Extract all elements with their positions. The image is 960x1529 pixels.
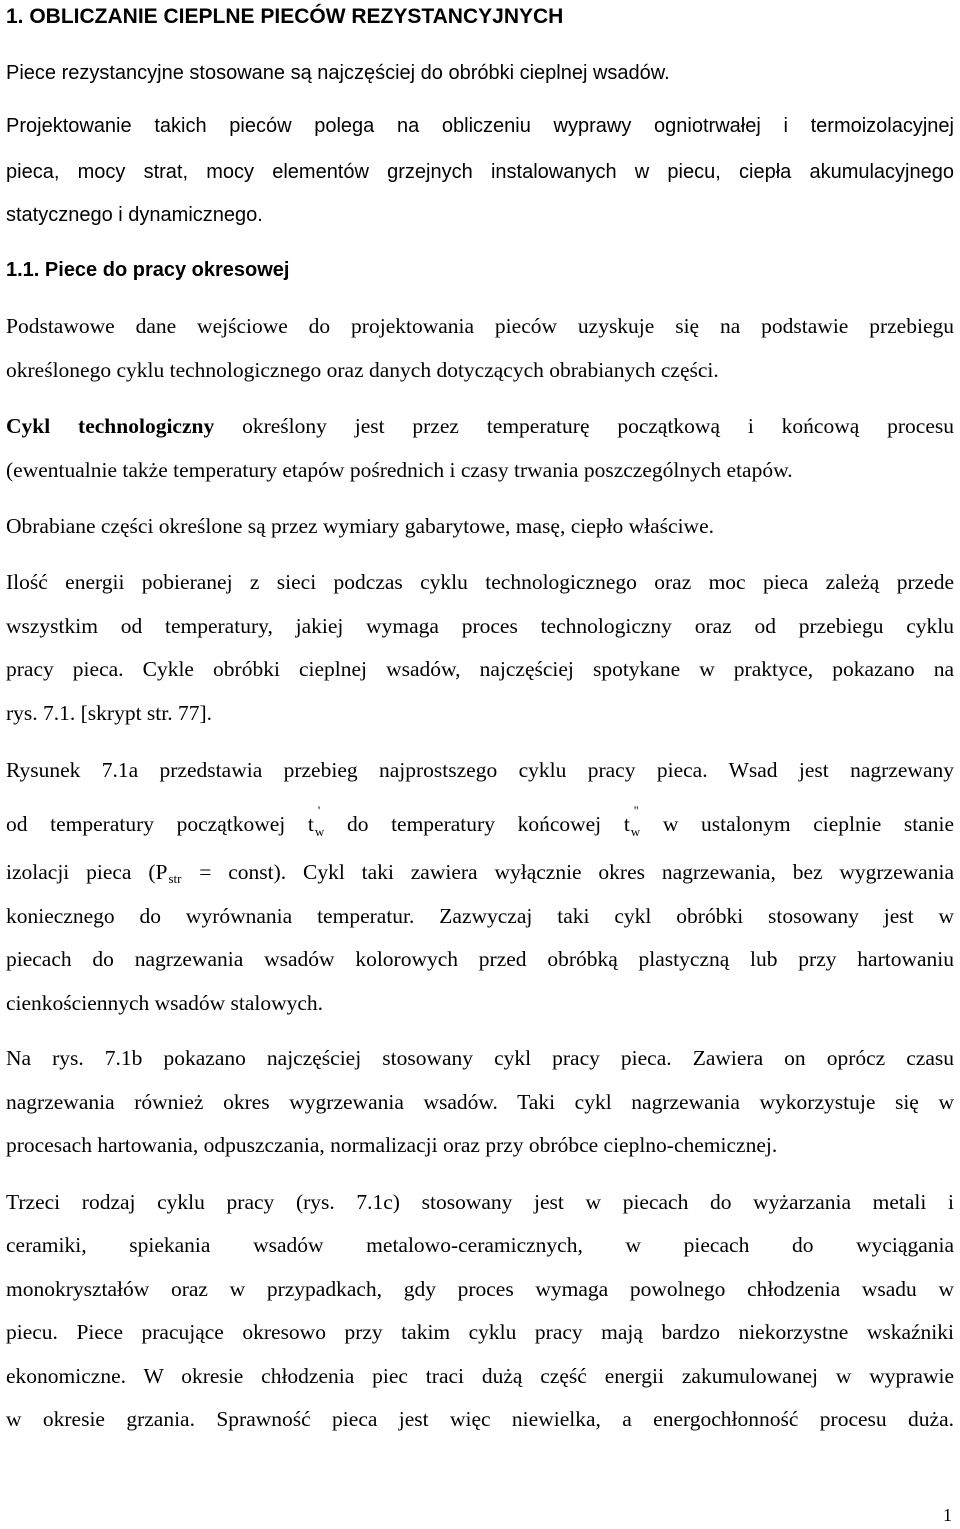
p4-line-3: pracy pieca. Cykle obróbki cieplnej wsadów, najczęściej spotykane w praktyce, pokazano na <box>6 657 954 681</box>
p5-line-1: Rysunek 7.1a przedstawia przebieg najprostszego cyklu pracy pieca. Wsad jest nagrzewany <box>6 758 954 782</box>
p5-line-2 <box>6 803 955 839</box>
intro-line-2: Projektowanie takich pieców polega na obliczeniu wyprawy ogniotrwałej i termoizolacyjnej <box>6 115 954 137</box>
p2-line-1 <box>6 416 954 438</box>
intro-line-4: statycznego i dynamicznego. <box>6 204 263 226</box>
p4-line-4: rys. 7.1. [skrypt str. 77]. <box>6 701 213 725</box>
prime-mark: ' <box>317 803 321 818</box>
temp-final-symbol <box>623 803 641 839</box>
p6-line-3: procesach hartowania, odpuszczania, normalizacji oraz przy obróbce cieplno-chemicznej. <box>6 1133 778 1157</box>
p6-line-1: Na rys. 7.1b pokazano najczęściej stosowany cykl pracy pieca. Zawiera on oprócz czasu <box>6 1046 954 1070</box>
bold-term: Cykl technologiczny <box>6 414 215 438</box>
p2-line-2: (ewentualnie także temperatury etapów pośrednich i czasy trwania poszczególnych etapów. <box>6 458 793 482</box>
p5-line-3-a: izolacji pieca (P <box>6 860 168 884</box>
t-subscript: w <box>314 824 325 839</box>
p5-text-b: do temperatury końcowej <box>346 812 602 836</box>
chapter-heading: 1. OBLICZANIE CIEPLNE PIECÓW REZYSTANCYJNYCH <box>6 5 564 28</box>
p5-line-3-b: = const). Cykl taki zawiera wyłącznie okres nagrzewania, bez wygrzewania <box>182 860 954 884</box>
p7-line-1: Trzeci rodzaj cyklu pracy (rys. 7.1c) stosowany jest w piecach do wyżarzania metali i <box>6 1190 954 1214</box>
p5-line-5: piecach do nagrzewania wsadów kolorowych przed obróbką plastyczną lub przy hartowaniu <box>6 947 954 971</box>
p1-line-2: określonego cyklu technologicznego oraz danych dotyczących obrabianych części. <box>6 358 719 382</box>
p-subscript: str <box>168 871 182 886</box>
p7-line-3: monokryształów oraz w przypadkach, gdy proces wymaga powolnego chłodzenia wsadu w <box>6 1277 954 1301</box>
temp-initial-symbol <box>307 803 325 839</box>
p5-line-4: koniecznego do wyrównania temperatur. Zazwyczaj taki cykl obróbki stosowany jest w <box>6 904 954 928</box>
intro-line-3: pieca, mocy strat, mocy elementów grzejnych instalowanych w piecu, ciepła akumulacyjnego <box>6 161 954 183</box>
p7-line-5: ekonomiczne. W okresie chłodzenia piec traci dużą część energii zakumulowanej w wyprawie <box>6 1364 954 1388</box>
p5-text-c: w ustalonym cieplnie stanie <box>662 812 955 836</box>
page-number: 1 <box>943 1505 952 1525</box>
p7-line-2: ceramiki, spiekania wsadów metalowo-ceramicznych, w piecach do wyciągania <box>6 1233 954 1257</box>
section-heading: 1.1. Piece do pracy okresowej <box>6 259 290 281</box>
p4-line-1: Ilość energii pobieranej z sieci podczas cyklu technologicznego oraz moc pieca zależą przede <box>6 570 954 594</box>
t-letter: t <box>307 812 314 836</box>
p5-line-3 <box>6 862 954 884</box>
p5-text-a: od temperatury początkowej <box>6 812 286 836</box>
p5-line-6: cienkościennych wsadów stalowych. <box>6 991 324 1015</box>
t-subscript: w <box>630 824 641 839</box>
p1-line-1: Podstawowe dane wejściowe do projektowania pieców uzyskuje się na podstawie przebiegu <box>6 314 954 338</box>
p2-line-1-rest: określony jest przez temperaturę początkową i końcową procesu <box>242 414 955 438</box>
double-prime-mark: '' <box>633 803 639 818</box>
p7-line-4: piecu. Piece pracujące okresowo przy takim cyklu pracy mają bardzo niekorzystne wskaźniki <box>6 1320 954 1344</box>
p4-line-2: wszystkim od temperatury, jakiej wymaga proces technologiczny oraz od przebiegu cyklu <box>6 614 954 638</box>
p3-line-1: Obrabiane części określone są przez wymiary gabarytowe, masę, ciepło właściwe. <box>6 514 714 538</box>
intro-line-1: Piece rezystancyjne stosowane są najczęściej do obróbki cieplnej wsadów. <box>6 62 670 84</box>
t-letter: t <box>623 812 630 836</box>
p7-line-6: w okresie grzania. Sprawność pieca jest więc niewielka, a energochłonność procesu duża. <box>6 1407 954 1431</box>
p6-line-2: nagrzewania również okres wygrzewania wsadów. Taki cykl nagrzewania wykorzystuje się w <box>6 1090 954 1114</box>
